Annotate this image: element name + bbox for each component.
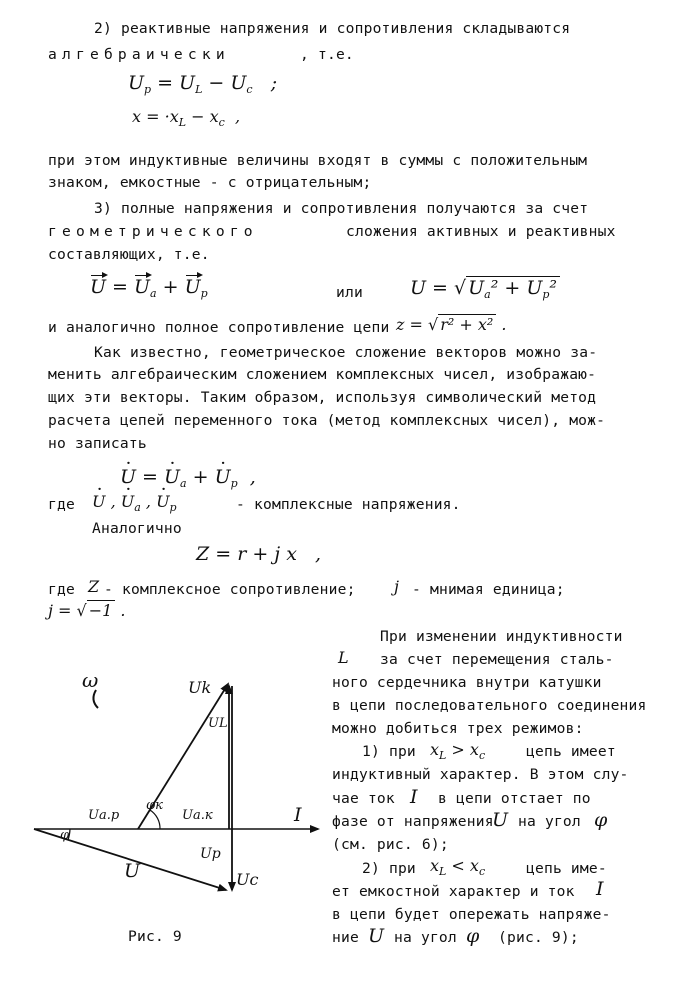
formula-j-symbol: j — [394, 577, 399, 596]
text-line: где — [48, 581, 75, 598]
formula-phi: φ — [594, 809, 608, 831]
text-line: менить алгебраическим сложением комплексных чисел, изображаю- — [48, 366, 597, 383]
text-line: 1) при — [362, 743, 416, 760]
text-line: При изменении индуктивности — [380, 628, 623, 645]
text-line: - мнимая единица; — [412, 581, 565, 598]
text-line: где — [48, 496, 75, 513]
formula-l: L — [338, 648, 349, 667]
text-line: в цепи отстает по — [438, 790, 591, 807]
label-uk: Uk — [188, 678, 212, 697]
label-ul: UL — [208, 716, 228, 731]
text-line: знаком, емкостные - с отрицательным; — [48, 174, 372, 191]
formula-up: $U_p = U_L - U_c$ ; — [128, 72, 278, 96]
text-line: - комплексные напряжения. — [236, 496, 461, 513]
text-line: чае ток — [332, 790, 395, 807]
omega-rotation-icon — [93, 690, 98, 708]
formula-z: z = √ r² + x² . — [396, 315, 507, 334]
formula-i-2: I — [596, 878, 604, 900]
text-line: геометрического — [48, 223, 258, 240]
text-line: индуктивный характер. В этом слу- — [332, 766, 629, 783]
text-line: Аналогично — [92, 520, 182, 537]
text-line: на угол — [518, 813, 581, 830]
formula-phi-2: φ — [466, 925, 480, 947]
text-line: фазе от напряжения — [332, 813, 494, 830]
text-line: сложения активных и реактивных — [346, 223, 616, 240]
formula-vector-sum: $U = U_a + U_p$ — [90, 276, 208, 300]
formula-xl-lt-xc: $x_L < x_c$ — [430, 856, 486, 878]
text-line: за счет перемещения сталь- — [380, 651, 614, 668]
label-uak: Ua.к — [182, 808, 213, 823]
text-line: 3) полные напряжения и сопротивления получаются за счет — [94, 200, 589, 217]
text-line: 2) при — [362, 860, 416, 877]
formula-i: I — [410, 786, 418, 808]
formula-u: U — [492, 809, 509, 831]
label-phik: φк — [146, 798, 163, 813]
text-line: и аналогично полное сопротивление цепи — [48, 319, 390, 336]
label-current: I — [294, 804, 302, 826]
label-u: U — [124, 860, 141, 882]
formula-u-magnitude: U = √ $U_a^2 + U_p^2$ — [410, 276, 560, 301]
formula-complex-list: · U , · $U_a$ , · $U_p$ — [92, 492, 177, 514]
label-uar: Ua.p — [88, 808, 120, 823]
text-line: 2) реактивные напряжения и сопротивления складываются — [94, 20, 571, 37]
formula-u-2: U — [368, 925, 385, 947]
text-line: - комплексное сопротивление; — [104, 581, 356, 598]
formula-complex-z: Z = r + j x , — [196, 543, 322, 565]
text-line: расчета цепей переменного тока (метод комплексных чисел), мож- — [48, 412, 606, 429]
figure-caption: Рис. 9 — [128, 928, 182, 945]
formula-j-def: j = √ −1 . — [48, 601, 126, 620]
text-line: , т.е. — [300, 46, 354, 63]
text-line: составляющих, т.е. — [48, 246, 210, 263]
text-line: в цепи будет опережать напряже- — [332, 906, 611, 923]
text-line: но записать — [48, 435, 147, 452]
text-line: в цепи последовательного соединения — [332, 697, 647, 714]
text-line: алгебраически — [48, 46, 230, 63]
formula-complex-u: · U = · $U_a$ + · $U_p$ , — [120, 466, 256, 490]
text-line: Как известно, геометрическое сложение векторов можно за- — [94, 344, 598, 361]
label-omega: ω — [82, 668, 99, 692]
text-line: на угол — [394, 929, 457, 946]
text-line: цепь име- — [526, 860, 607, 877]
text-line: ние — [332, 929, 359, 946]
text-line: ет емкостной характер и ток — [332, 883, 575, 900]
text-line: ного сердечника внутри катушки — [332, 674, 602, 691]
text-line: (рис. 9); — [498, 929, 579, 946]
label-uc: Uc — [236, 870, 259, 889]
text-line: цепь имеет — [526, 743, 616, 760]
text-line: при этом индуктивные величины входят в суммы с положительным — [48, 152, 588, 169]
label-phi: φ — [60, 828, 70, 843]
text-line: (см. рис. 6); — [332, 836, 449, 853]
text-line: щих эти векторы. Таким образом, используя символический метод — [48, 389, 597, 406]
formula-z-symbol: Z — [88, 577, 100, 596]
text-ili: или — [336, 284, 363, 301]
text-line: можно добиться трех режимов: — [332, 720, 584, 737]
formula-xl-gt-xc: $x_L > x_c$ — [430, 740, 486, 762]
formula-x: $x = \cdot x_L - x_c$ , — [132, 107, 241, 129]
label-up: Up — [200, 846, 221, 862]
